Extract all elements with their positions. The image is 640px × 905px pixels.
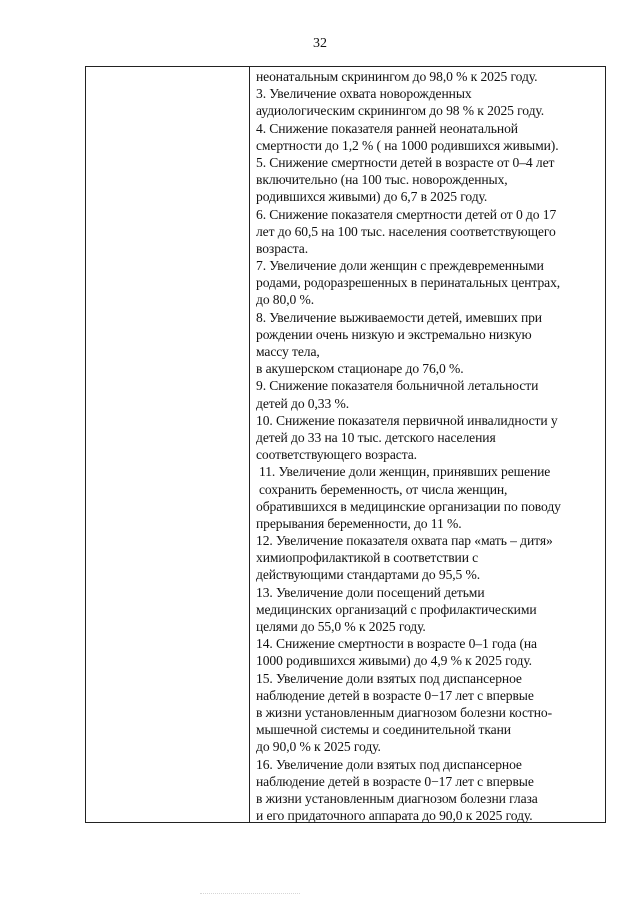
text-line: родами, родоразрешенных в перинатальных центрах,	[256, 275, 561, 291]
text-line: химиопрофилактикой в соответствии с	[256, 550, 479, 566]
text-line: 8. Увеличение выживаемости детей, имевших при	[256, 309, 542, 325]
text-line: лет до 60,5 на 100 тыс. населения соответствующего	[256, 223, 556, 239]
text-line: рождении очень низкую и экстремально низкую	[256, 326, 532, 342]
text-line: детей до 33 на 10 тыс. детского населения	[256, 429, 496, 445]
indicators-table	[85, 66, 606, 823]
text-line: детей до 0,33 %.	[256, 395, 350, 411]
text-line: наблюдение детей в возрасте 0−17 лет с впервые	[256, 687, 534, 703]
text-line: 14. Снижение смертности в возрасте 0–1 года (на	[256, 636, 537, 652]
text-line: смертности до 1,2 % ( на 1000 родившихся живыми).	[256, 137, 559, 153]
text-line: 4. Снижение показателя ранней неонатальной	[256, 120, 518, 136]
table-right-cell	[256, 68, 604, 824]
text-line: 13. Увеличение доли посещений детьми	[256, 584, 485, 600]
text-line: действующими стандартами до 95,5 %.	[256, 567, 481, 583]
text-line: наблюдение детей в возрасте 0−17 лет с впервые	[256, 773, 534, 789]
text-line: 16. Увеличение доли взятых под диспансерное	[256, 756, 522, 772]
text-line: и его придаточного аппарата до 90,0 к 2025 году.	[256, 808, 533, 824]
text-line: 5. Снижение смертности детей в возрасте от 0–4 лет	[256, 154, 555, 170]
text-line: в акушерском стационаре до 76,0 %.	[256, 361, 464, 377]
table-left-cell	[86, 67, 250, 822]
scan-footer-mark	[200, 893, 300, 900]
text-line: включительно (на 100 тыс. новорожденных,	[256, 172, 508, 188]
text-line: в жизни установленным диагнозом болезни глаза	[256, 790, 538, 806]
text-line: медицинских организаций с профилактическими	[256, 601, 537, 617]
text-line: до 90,0 % к 2025 году.	[256, 739, 381, 755]
text-line: прерывания беременности, до 11 %.	[256, 515, 462, 531]
text-line: 11. Увеличение доли женщин, принявших решение	[259, 464, 551, 480]
text-line: массу тела,	[256, 344, 320, 359]
text-line: мышечной системы и соединительной ткани	[256, 722, 511, 738]
text-line: 9. Снижение показателя больничной летальности	[256, 378, 539, 394]
text-line: соответствующего возраста.	[256, 447, 417, 463]
text-line: обратившихся в медицинские организации по поводу	[256, 498, 561, 514]
text-line: сохранить беременность, от числа женщин,	[259, 481, 508, 497]
text-line: 15. Увеличение доли взятых под диспансерное	[256, 670, 522, 686]
text-line: в жизни установленным диагнозом болезни костно-	[256, 704, 553, 720]
text-line: целями до 55,0 % к 2025 году.	[256, 619, 426, 634]
text-line: 7. Увеличение доли женщин с преждевременными	[256, 258, 544, 274]
text-line: неонатальным скринингом до 98,0 % к 2025 году.	[256, 69, 538, 84]
text-line: родившихся живыми) до 6,7 в 2025 году.	[256, 189, 488, 205]
text-line: 12. Увеличение показателя охвата пар «мать – дитя»	[256, 533, 553, 549]
text-line: 10. Снижение показателя первичной инвалидности у	[256, 412, 558, 428]
page-number: 32	[313, 36, 327, 51]
text-line: 1000 родившихся живыми) до 4,9 % к 2025 году.	[256, 653, 532, 669]
text-line: возраста.	[256, 240, 308, 256]
text-line: 3. Увеличение охвата новорожденных	[256, 86, 472, 102]
text-line: 6. Снижение показателя смертности детей от 0 до 17	[256, 206, 557, 222]
text-line: до 80,0 %.	[256, 292, 315, 308]
text-line: аудиологическим скринингом до 98 % к 2025 году.	[256, 103, 545, 119]
